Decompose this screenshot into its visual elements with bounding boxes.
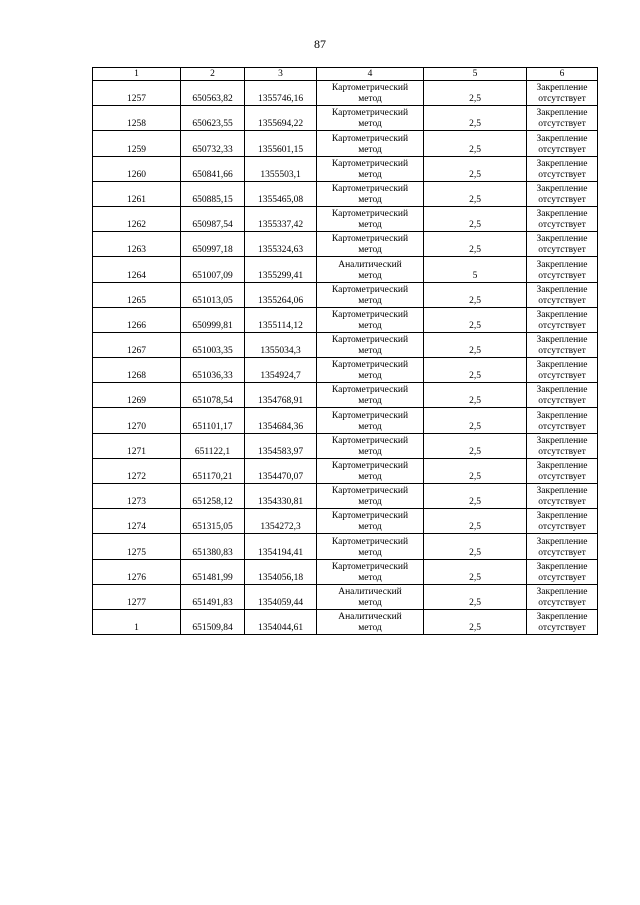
fixing-cell — [527, 106, 598, 131]
point-number-cell: 1259 — [93, 131, 181, 156]
fixing-line: Закрепление — [536, 461, 588, 471]
column-header: 4 — [317, 68, 424, 81]
fixing-line: отсутствует — [538, 547, 586, 558]
column-header: 5 — [424, 68, 527, 81]
method-line: метод — [358, 220, 382, 231]
accuracy-cell: 2,5 — [424, 282, 527, 307]
point-number-cell: 1257 — [93, 81, 181, 106]
x-coordinate-cell: 651315,05 — [181, 509, 245, 534]
y-coordinate-cell: 1354272,3 — [245, 509, 317, 534]
accuracy-cell: 2,5 — [424, 206, 527, 231]
table-row — [93, 282, 598, 307]
method-line: метод — [358, 371, 382, 382]
fixing-line: отсутствует — [538, 94, 586, 105]
fixing-line: отсутствует — [538, 472, 586, 482]
point-number-cell: 1262 — [93, 206, 181, 231]
method-cell — [317, 307, 424, 332]
fixing-line: Закрепление — [536, 385, 588, 396]
y-coordinate-cell: 1354056,18 — [245, 559, 317, 584]
x-coordinate-cell: 651003,35 — [181, 332, 245, 357]
table-row — [93, 383, 598, 408]
point-number-cell: 1260 — [93, 156, 181, 181]
point-number-cell: 1274 — [93, 509, 181, 534]
accuracy-cell: 2,5 — [424, 559, 527, 584]
x-coordinate-cell: 651509,84 — [181, 609, 245, 634]
method-line: Картометрический — [331, 486, 409, 497]
fixing-cell — [527, 584, 598, 609]
fixing-line: отсутствует — [538, 396, 586, 407]
column-header: 6 — [527, 68, 598, 81]
method-line: Картометрический — [331, 461, 409, 471]
fixing-cell — [527, 408, 598, 433]
table-row — [93, 106, 598, 131]
method-line: Картометрический — [331, 133, 409, 144]
method-line: метод — [358, 497, 382, 508]
accuracy-cell: 2,5 — [424, 408, 527, 433]
x-coordinate-cell: 651013,05 — [181, 282, 245, 307]
fixing-line: отсутствует — [538, 572, 586, 583]
method-line: Аналитический — [338, 612, 402, 623]
table-row — [93, 584, 598, 609]
accuracy-cell: 2,5 — [424, 484, 527, 509]
x-coordinate-cell: 651122,1 — [181, 433, 245, 458]
y-coordinate-cell: 1355264,06 — [245, 282, 317, 307]
method-line: метод — [358, 169, 382, 180]
method-line: Картометрический — [331, 536, 409, 547]
method-cell — [317, 408, 424, 433]
fixing-line: отсутствует — [538, 371, 586, 382]
fixing-line: отсутствует — [538, 194, 586, 205]
fixing-cell — [527, 131, 598, 156]
fixing-cell — [527, 232, 598, 257]
method-line: Картометрический — [331, 511, 409, 522]
fixing-line: Закрепление — [536, 209, 588, 220]
y-coordinate-cell: 1354583,97 — [245, 433, 317, 458]
table-row — [93, 358, 598, 383]
method-line: Картометрический — [331, 234, 409, 245]
y-coordinate-cell: 1354768,91 — [245, 383, 317, 408]
method-cell — [317, 358, 424, 383]
fixing-line: отсутствует — [538, 270, 586, 281]
fixing-line: Закрепление — [536, 511, 588, 522]
fixing-line: Закрепление — [536, 486, 588, 497]
fixing-line: Закрепление — [536, 259, 588, 270]
method-cell — [317, 106, 424, 131]
fixing-cell — [527, 484, 598, 509]
fixing-line: отсутствует — [538, 220, 586, 231]
fixing-cell — [527, 307, 598, 332]
fixing-line: Закрепление — [536, 183, 588, 194]
accuracy-cell: 2,5 — [424, 181, 527, 206]
method-cell — [317, 282, 424, 307]
method-cell — [317, 181, 424, 206]
fixing-cell — [527, 383, 598, 408]
table-row — [93, 509, 598, 534]
fixing-line: Закрепление — [536, 536, 588, 547]
y-coordinate-cell: 1355694,22 — [245, 106, 317, 131]
fixing-line: отсутствует — [538, 144, 586, 155]
fixing-cell — [527, 206, 598, 231]
method-line: Картометрический — [331, 108, 409, 119]
point-number-cell: 1265 — [93, 282, 181, 307]
method-line: метод — [358, 144, 382, 155]
method-line: Картометрический — [331, 183, 409, 194]
fixing-cell — [527, 81, 598, 106]
page-number: 87 — [314, 37, 326, 51]
fixing-line: Закрепление — [536, 360, 588, 371]
x-coordinate-cell: 651380,83 — [181, 534, 245, 559]
fixing-line: Закрепление — [536, 410, 588, 421]
method-cell — [317, 156, 424, 181]
x-coordinate-cell: 650732,33 — [181, 131, 245, 156]
method-line: Картометрический — [331, 284, 409, 295]
method-line: метод — [358, 421, 382, 432]
fixing-line: Закрепление — [536, 108, 588, 119]
fixing-cell — [527, 358, 598, 383]
method-line: Картометрический — [331, 435, 409, 446]
method-cell — [317, 131, 424, 156]
point-number-cell: 1266 — [93, 307, 181, 332]
y-coordinate-cell: 1354044,61 — [245, 609, 317, 634]
x-coordinate-cell: 650987,54 — [181, 206, 245, 231]
accuracy-cell: 2,5 — [424, 609, 527, 634]
table-row — [93, 156, 598, 181]
method-line: метод — [358, 623, 382, 634]
method-line: метод — [358, 396, 382, 407]
method-line: метод — [358, 547, 382, 558]
fixing-line: отсутствует — [538, 522, 586, 533]
accuracy-cell: 2,5 — [424, 383, 527, 408]
point-number-cell: 1271 — [93, 433, 181, 458]
method-cell — [317, 509, 424, 534]
method-cell — [317, 332, 424, 357]
method-line: метод — [358, 295, 382, 306]
method-line: метод — [358, 320, 382, 331]
x-coordinate-cell: 650841,66 — [181, 156, 245, 181]
accuracy-cell: 2,5 — [424, 458, 527, 483]
fixing-line: Закрепление — [536, 234, 588, 245]
coordinates-table — [92, 67, 598, 635]
accuracy-cell: 2,5 — [424, 232, 527, 257]
accuracy-cell: 2,5 — [424, 131, 527, 156]
method-line: Картометрический — [331, 561, 409, 572]
method-line: Картометрический — [331, 360, 409, 371]
accuracy-cell: 2,5 — [424, 106, 527, 131]
accuracy-cell: 2,5 — [424, 156, 527, 181]
method-line: Картометрический — [331, 83, 409, 94]
fixing-line: Закрепление — [536, 435, 588, 446]
column-header: 3 — [245, 68, 317, 81]
point-number-cell: 1270 — [93, 408, 181, 433]
y-coordinate-cell: 1355601,15 — [245, 131, 317, 156]
method-line: метод — [358, 472, 382, 482]
accuracy-cell: 2,5 — [424, 534, 527, 559]
table-row — [93, 433, 598, 458]
y-coordinate-cell: 1354470,07 — [245, 458, 317, 483]
x-coordinate-cell: 650999,81 — [181, 307, 245, 332]
point-number-cell: 1276 — [93, 559, 181, 584]
table-row — [93, 559, 598, 584]
point-number-cell: 1273 — [93, 484, 181, 509]
method-cell — [317, 559, 424, 584]
method-line: Картометрический — [331, 385, 409, 396]
y-coordinate-cell: 1355034,3 — [245, 332, 317, 357]
method-cell — [317, 257, 424, 282]
table-row — [93, 206, 598, 231]
method-line: Аналитический — [338, 586, 402, 597]
column-header: 1 — [93, 68, 181, 81]
x-coordinate-cell: 650885,15 — [181, 181, 245, 206]
fixing-line: Закрепление — [536, 284, 588, 295]
table-row — [93, 332, 598, 357]
fixing-line: отсутствует — [538, 320, 586, 331]
method-line: метод — [358, 346, 382, 357]
point-number-cell: 1264 — [93, 257, 181, 282]
accuracy-cell: 2,5 — [424, 332, 527, 357]
method-line: метод — [358, 572, 382, 583]
table-row — [93, 307, 598, 332]
point-number-cell: 1275 — [93, 534, 181, 559]
table-row — [93, 534, 598, 559]
fixing-line: отсутствует — [538, 245, 586, 256]
table-row — [93, 408, 598, 433]
point-number-cell: 1267 — [93, 332, 181, 357]
method-cell — [317, 206, 424, 231]
accuracy-cell: 2,5 — [424, 358, 527, 383]
fixing-cell — [527, 181, 598, 206]
x-coordinate-cell: 651258,12 — [181, 484, 245, 509]
x-coordinate-cell: 650563,82 — [181, 81, 245, 106]
accuracy-cell: 2,5 — [424, 509, 527, 534]
fixing-cell — [527, 509, 598, 534]
method-line: метод — [358, 522, 382, 533]
fixing-line: отсутствует — [538, 421, 586, 432]
method-line: метод — [358, 94, 382, 105]
point-number-cell: 1269 — [93, 383, 181, 408]
point-number-cell: 1258 — [93, 106, 181, 131]
table-row — [93, 81, 598, 106]
method-line: Картометрический — [331, 158, 409, 169]
table-row — [93, 257, 598, 282]
point-number-cell: 1268 — [93, 358, 181, 383]
table-header-row — [93, 68, 598, 81]
y-coordinate-cell: 1354194,41 — [245, 534, 317, 559]
fixing-line: отсутствует — [538, 446, 586, 457]
column-header: 2 — [181, 68, 245, 81]
point-number-cell: 1263 — [93, 232, 181, 257]
fixing-cell — [527, 534, 598, 559]
method-line: Картометрический — [331, 335, 409, 346]
fixing-cell — [527, 156, 598, 181]
fixing-cell — [527, 458, 598, 483]
table-row — [93, 232, 598, 257]
method-line: метод — [358, 119, 382, 130]
fixing-line: Закрепление — [536, 561, 588, 572]
fixing-cell — [527, 433, 598, 458]
method-line: метод — [358, 245, 382, 256]
method-cell — [317, 433, 424, 458]
method-cell — [317, 232, 424, 257]
method-line: метод — [358, 446, 382, 457]
point-number-cell: 1 — [93, 609, 181, 634]
x-coordinate-cell: 651101,17 — [181, 408, 245, 433]
fixing-line: отсутствует — [538, 346, 586, 357]
method-line: Картометрический — [331, 410, 409, 421]
method-line: Картометрический — [331, 209, 409, 220]
method-line: Картометрический — [331, 309, 409, 320]
y-coordinate-cell: 1354330,81 — [245, 484, 317, 509]
fixing-cell — [527, 332, 598, 357]
table-row — [93, 181, 598, 206]
accuracy-cell: 5 — [424, 257, 527, 282]
y-coordinate-cell: 1354924,7 — [245, 358, 317, 383]
fixing-line: отсутствует — [538, 497, 586, 508]
x-coordinate-cell: 651481,99 — [181, 559, 245, 584]
method-line: метод — [358, 194, 382, 205]
table-row — [93, 458, 598, 483]
fixing-line: отсутствует — [538, 295, 586, 306]
method-cell — [317, 584, 424, 609]
method-cell — [317, 534, 424, 559]
accuracy-cell: 2,5 — [424, 584, 527, 609]
fixing-line: Закрепление — [536, 612, 588, 623]
x-coordinate-cell: 651170,21 — [181, 458, 245, 483]
table-body — [93, 81, 598, 635]
point-number-cell: 1277 — [93, 584, 181, 609]
x-coordinate-cell: 651007,09 — [181, 257, 245, 282]
accuracy-cell: 2,5 — [424, 81, 527, 106]
fixing-line: Закрепление — [536, 335, 588, 346]
method-line: Аналитический — [338, 259, 402, 270]
fixing-cell — [527, 609, 598, 634]
fixing-line: отсутствует — [538, 119, 586, 130]
y-coordinate-cell: 1355746,16 — [245, 81, 317, 106]
fixing-line: Закрепление — [536, 133, 588, 144]
method-cell — [317, 609, 424, 634]
x-coordinate-cell: 651078,54 — [181, 383, 245, 408]
y-coordinate-cell: 1355114,12 — [245, 307, 317, 332]
method-line: метод — [358, 270, 382, 281]
method-cell — [317, 81, 424, 106]
point-number-cell: 1272 — [93, 458, 181, 483]
fixing-cell — [527, 257, 598, 282]
table-row — [93, 484, 598, 509]
method-cell — [317, 383, 424, 408]
fixing-cell — [527, 559, 598, 584]
y-coordinate-cell: 1355465,08 — [245, 181, 317, 206]
accuracy-cell: 2,5 — [424, 433, 527, 458]
y-coordinate-cell: 1355324,63 — [245, 232, 317, 257]
x-coordinate-cell: 651036,33 — [181, 358, 245, 383]
fixing-line: Закрепление — [536, 158, 588, 169]
table-row — [93, 609, 598, 634]
table-row — [93, 131, 598, 156]
method-cell — [317, 458, 424, 483]
fixing-line: отсутствует — [538, 597, 586, 608]
x-coordinate-cell: 650997,18 — [181, 232, 245, 257]
fixing-line: Закрепление — [536, 309, 588, 320]
method-line: метод — [358, 597, 382, 608]
x-coordinate-cell: 651491,83 — [181, 584, 245, 609]
fixing-line: отсутствует — [538, 169, 586, 180]
x-coordinate-cell: 650623,55 — [181, 106, 245, 131]
fixing-line: отсутствует — [538, 623, 586, 634]
fixing-cell — [527, 282, 598, 307]
method-cell — [317, 484, 424, 509]
y-coordinate-cell: 1355337,42 — [245, 206, 317, 231]
point-number-cell: 1261 — [93, 181, 181, 206]
y-coordinate-cell: 1354059,44 — [245, 584, 317, 609]
accuracy-cell: 2,5 — [424, 307, 527, 332]
y-coordinate-cell: 1355503,1 — [245, 156, 317, 181]
fixing-line: Закрепление — [536, 586, 588, 597]
y-coordinate-cell: 1355299,41 — [245, 257, 317, 282]
fixing-line: Закрепление — [536, 83, 588, 94]
y-coordinate-cell: 1354684,36 — [245, 408, 317, 433]
